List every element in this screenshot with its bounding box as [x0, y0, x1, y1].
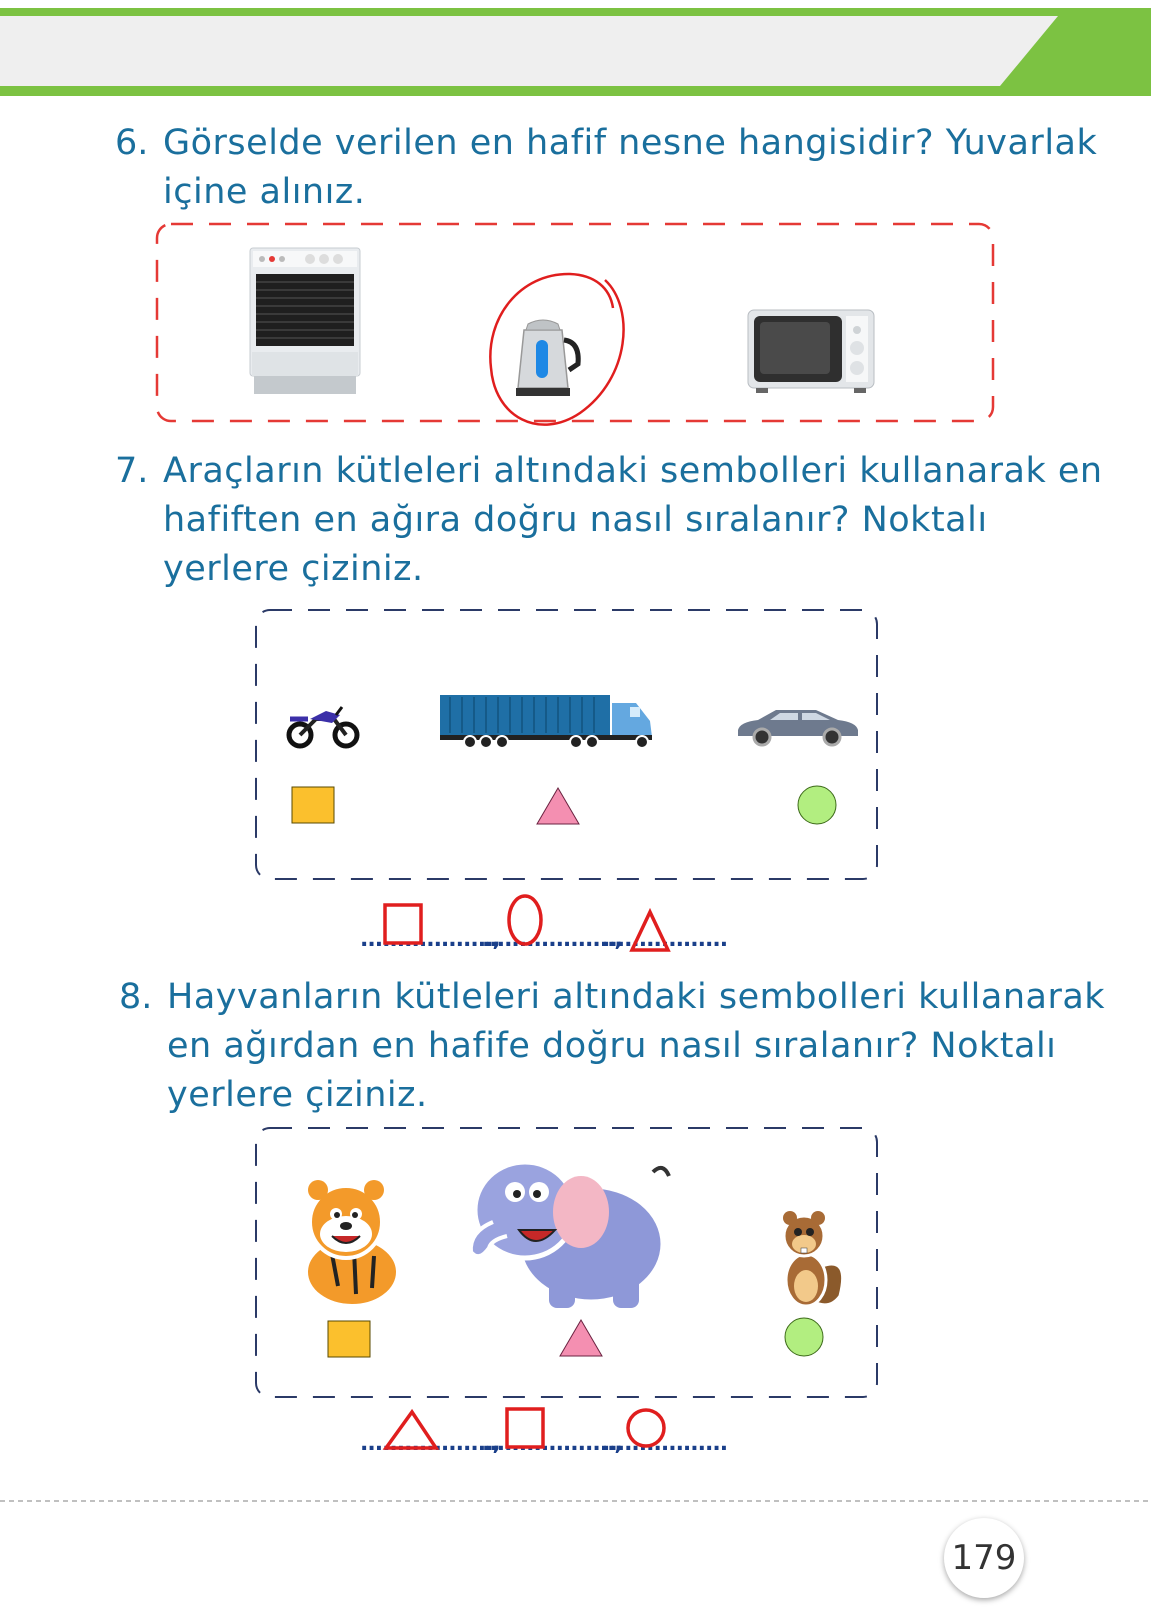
symbol-square — [327, 1320, 371, 1358]
answer-circle-mark — [485, 268, 645, 438]
question-7-number: 7. — [115, 451, 149, 491]
symbol-square — [291, 786, 335, 824]
symbol-triangle — [558, 1318, 604, 1358]
q8-answer-marks — [370, 1402, 770, 1462]
answer-blank-3[interactable]: ................. — [602, 927, 728, 952]
microwave-icon — [748, 310, 878, 394]
page-number: 179 — [944, 1518, 1024, 1598]
symbol-circle — [796, 784, 838, 826]
car-icon — [736, 708, 860, 748]
symbol-triangle — [535, 786, 581, 826]
symbol-circle — [783, 1316, 825, 1358]
header-banner — [0, 0, 1151, 100]
q7-answer-marks — [370, 895, 770, 955]
question-8-line-1: Hayvanların kütleleri altındaki sembolleri kullanarak — [167, 977, 1106, 1017]
answer-blank-1[interactable]: .................., — [360, 1431, 500, 1456]
answer-blank-2[interactable]: .................., — [482, 927, 622, 952]
question-6-number: 6. — [115, 123, 149, 163]
question-6-line-2: içine alınız. — [163, 172, 366, 212]
squirrel-icon — [770, 1206, 850, 1310]
oven-icon — [250, 248, 362, 396]
footer-dashed-line — [0, 1500, 1151, 1504]
answer-blank-3[interactable]: ................. — [602, 1431, 728, 1456]
elephant-icon — [463, 1152, 673, 1312]
question-8-number: 8. — [119, 977, 153, 1017]
question-8-line-3: yerlere çiziniz. — [167, 1075, 428, 1115]
tiger-icon — [292, 1176, 412, 1312]
question-7-line-1: Araçların kütleleri altındaki sembolleri kullanarak en — [163, 451, 1103, 491]
question-6-line-1: Görselde verilen en hafif nesne hangisidir? Yuvarlak — [163, 123, 1098, 163]
motorcycle-icon — [286, 705, 360, 749]
question-7-line-3: yerlere çiziniz. — [163, 549, 424, 589]
truck-icon — [440, 695, 658, 751]
answer-blank-1[interactable]: .................., — [360, 927, 500, 952]
answer-blank-2[interactable]: .................., — [482, 1431, 622, 1456]
question-8-line-2: en ağırdan en hafife doğru nasıl sıralanır? Noktalı — [167, 1026, 1057, 1066]
question-7-line-2: hafiften en ağıra doğru nasıl sıralanır? Noktalı — [163, 500, 988, 540]
